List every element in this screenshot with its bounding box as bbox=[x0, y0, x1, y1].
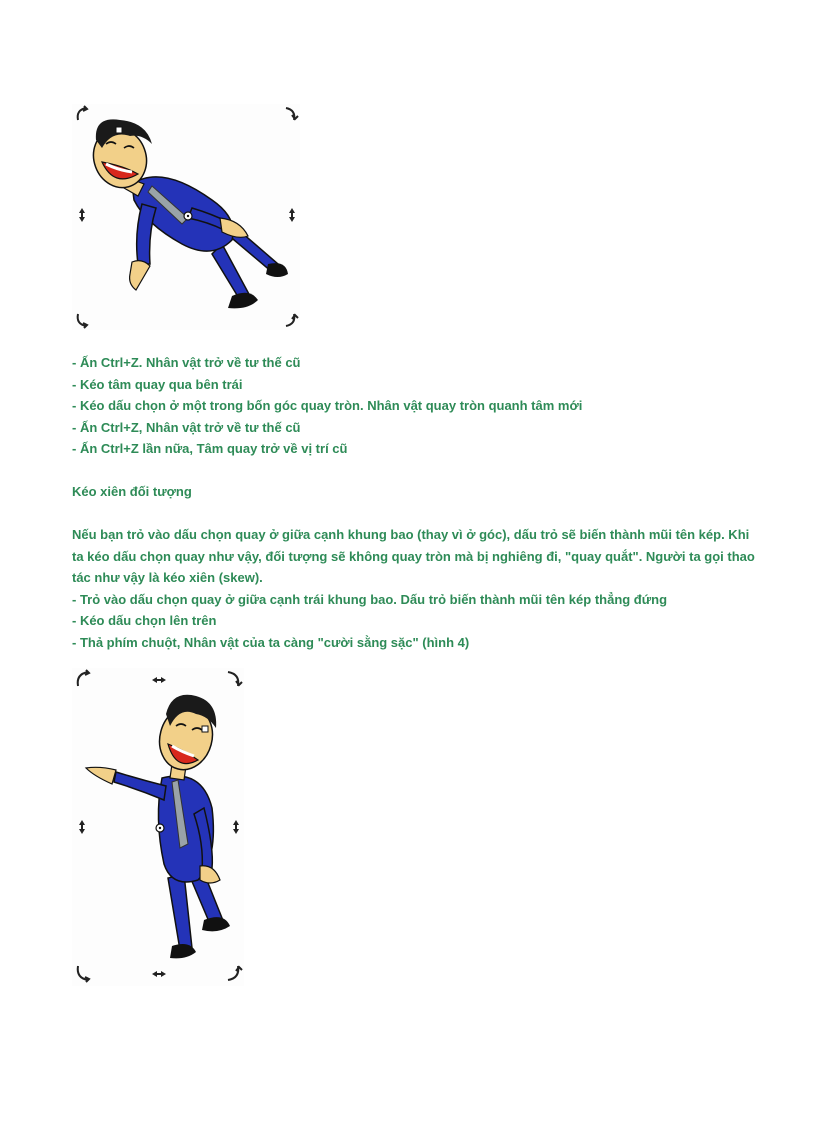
rotate-step: - Ấn Ctrl+Z, Nhân vật trở về tư thế cũ bbox=[72, 419, 301, 435]
skew-step: - Thả phím chuột, Nhân vật của ta càng "cười sằng sặc" (hình 4) bbox=[72, 634, 470, 650]
figure-skewed-character bbox=[72, 668, 244, 986]
businessman-figure bbox=[86, 695, 230, 959]
section-heading-text: Kéo xiên đối tượng bbox=[72, 484, 192, 499]
skew-description bbox=[72, 524, 772, 653]
rotate-step: - Kéo dấu chọn ở một trong bốn góc quay tròn. Nhân vật quay tròn quanh tâm mới bbox=[72, 398, 583, 413]
rotate-step: - Kéo tâm quay qua bên trái bbox=[72, 376, 243, 392]
skew-step: - Kéo dấu chọn lên trên bbox=[72, 613, 217, 628]
rotated-character-illustration bbox=[72, 104, 300, 330]
paragraph-line: Nếu bạn trỏ vào dấu chọn quay ở giữa cạnh khung bao (thay vì ở góc), dấu trỏ sẽ biến thành mũi tên kép. Khi bbox=[72, 527, 750, 542]
paragraph-line: ta kéo dấu chọn quay như vậy, đối tượng sẽ không quay tròn mà bị nghiêng đi, "quay quắt". Người ta gọi thao bbox=[72, 548, 755, 564]
skew-step: - Trỏ vào dấu chọn quay ở giữa cạnh trái khung bao. Dấu trỏ biến thành mũi tên kép thẳng đứng bbox=[72, 591, 668, 607]
skew-section-heading bbox=[72, 481, 772, 503]
rotate-step: - Ấn Ctrl+Z. Nhân vật trở về tư thế cũ bbox=[72, 355, 301, 370]
paragraph-line: tác như vậy là kéo xiên (skew). bbox=[72, 570, 263, 585]
businessman-figure bbox=[85, 119, 288, 308]
rotate-steps bbox=[72, 352, 772, 460]
figure-rotated-character bbox=[72, 104, 300, 330]
rotate-step: - Ấn Ctrl+Z lần nữa, Tâm quay trở về vị trí cũ bbox=[72, 441, 348, 456]
skewed-character-illustration bbox=[72, 668, 244, 986]
